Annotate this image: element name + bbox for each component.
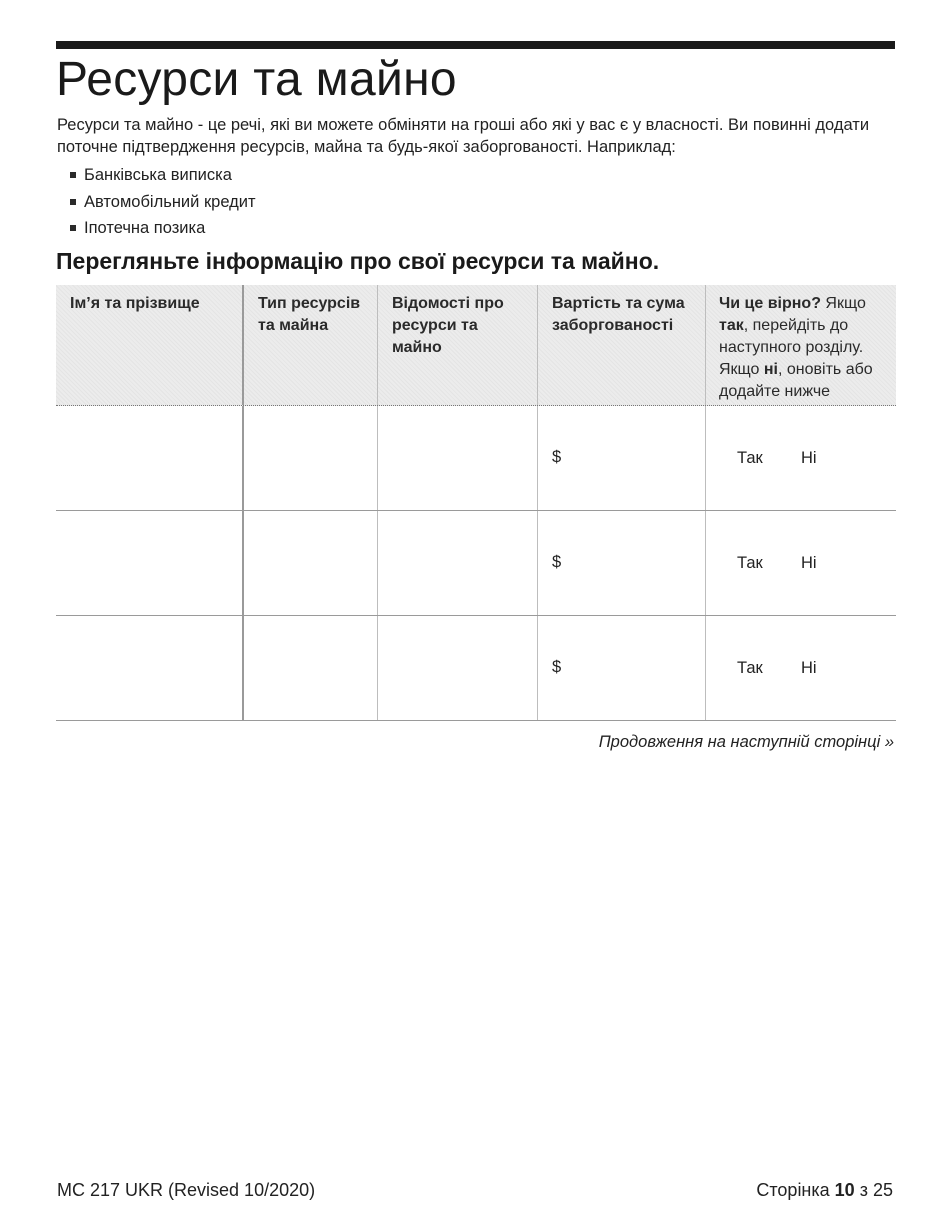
header-name: Ім’я та прізвище [56,285,244,405]
details-cell[interactable] [378,406,538,510]
header-correct-text: , оновіть або додайте нижче [719,361,873,400]
example-label: Банківська виписка [84,166,232,184]
type-cell[interactable] [244,616,378,720]
page-current: 10 [834,1180,855,1200]
page-total: 25 [872,1180,893,1200]
header-correct [706,285,896,405]
examples-list [70,162,256,242]
table-row [56,616,896,721]
header-correct-no-word: ні [763,361,778,378]
header-correct-text: , перейдіть до наступного розділу. Якщо [719,317,864,378]
page-prefix: Сторінка [756,1180,835,1200]
section-heading: Перегляньте інформацію про свої ресурси та майно. [56,248,660,274]
details-cell[interactable] [378,616,538,720]
intro-paragraph: Ресурси та майно - це речі, які ви можете обміняти на гроші або які у вас є у власності. Ви повинні додати поточне підтвердження ресурсів, майна та будь-якої заборгованості. Наприклад: [57,116,870,156]
correct-cell [706,616,896,720]
no-option[interactable]: Ні [801,659,817,677]
type-cell[interactable] [244,511,378,615]
resources-table [56,285,896,721]
header-type: Тип ресурсів та майна [244,285,378,405]
header-details: Відомості про ресурси та майно [378,285,538,405]
top-rule [56,41,895,49]
square-bullet-icon [70,172,76,178]
no-option[interactable]: Ні [801,554,817,572]
form-id: MC 217 UKR (Revised 10/2020) [57,1180,316,1200]
type-cell[interactable] [244,406,378,510]
value-cell[interactable] [538,616,706,720]
yes-option[interactable]: Так [737,659,763,677]
header-correct-question: Чи це вірно? [719,295,821,312]
currency-symbol: $ [552,448,562,466]
no-option[interactable]: Ні [801,449,817,467]
list-item [70,189,256,216]
value-cell[interactable] [538,406,706,510]
table-header [56,285,896,406]
header-correct-yes-word: так [719,317,744,334]
list-item [70,215,256,242]
yes-option[interactable]: Так [737,449,763,467]
currency-symbol: $ [552,658,562,676]
square-bullet-icon [70,199,76,205]
correct-cell [706,406,896,510]
table-row [56,406,896,511]
header-value: Вартість та сума заборгованості [538,285,706,405]
page-sep: з [854,1180,873,1200]
correct-cell [706,511,896,615]
name-cell[interactable] [56,616,244,720]
continued-note: Продовження на наступній сторінці » [598,733,894,751]
list-item [70,162,256,189]
currency-symbol: $ [552,553,562,571]
details-cell[interactable] [378,511,538,615]
name-cell[interactable] [56,511,244,615]
yes-option[interactable]: Так [737,554,763,572]
value-cell[interactable] [538,511,706,615]
name-cell[interactable] [56,406,244,510]
example-label: Іпотечна позика [84,219,206,237]
example-label: Автомобільний кредит [84,192,256,211]
page-number [756,1180,893,1201]
header-correct-text: Якщо [820,295,866,312]
table-row [56,511,896,616]
page-title: Ресурси та майно [56,53,457,106]
square-bullet-icon [70,225,76,231]
